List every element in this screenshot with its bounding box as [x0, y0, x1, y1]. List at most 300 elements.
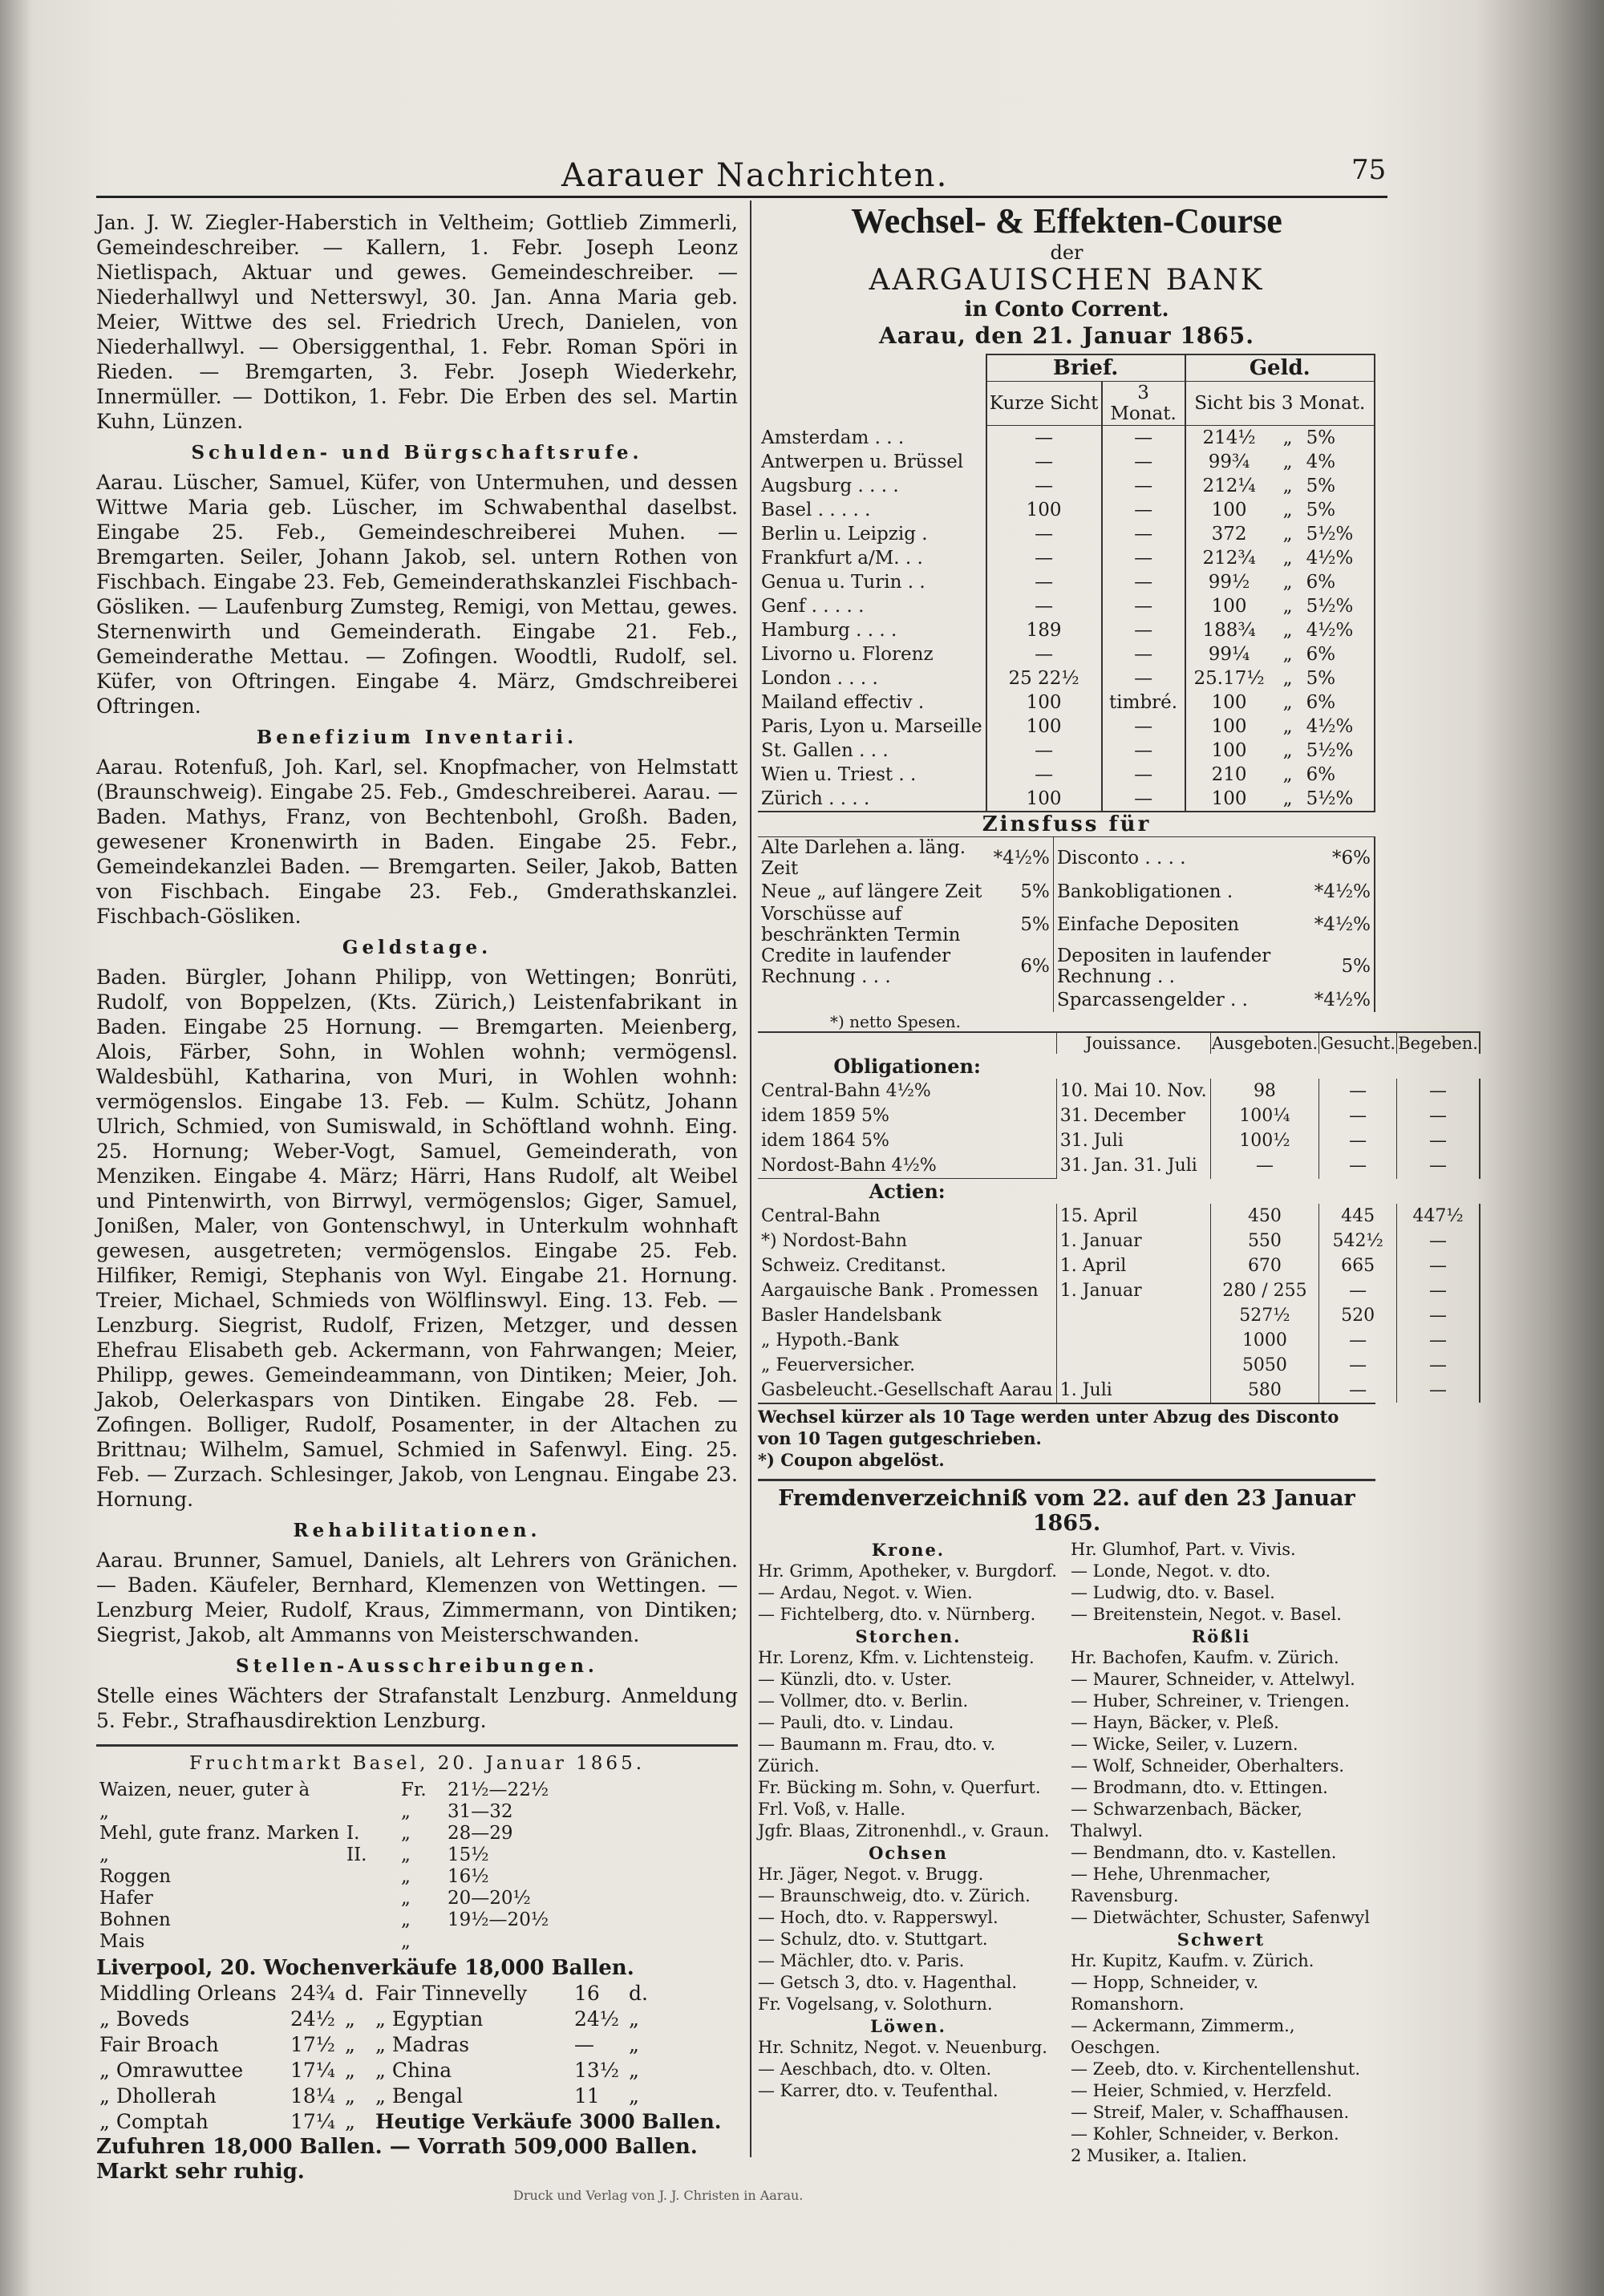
table-row — [758, 715, 1375, 739]
cotton-unit: d. — [629, 1982, 648, 2005]
grain-price: 16½ — [448, 1866, 489, 1887]
fx-geld-ditto: „ — [1282, 740, 1293, 761]
guest-entry: Frl. Voß, v. Halle. — [758, 1800, 906, 1819]
guest-entry: — Hopp, Schneider, v. Romanshorn. — [1071, 1973, 1259, 2014]
fx-geld-value: 99½ — [1185, 570, 1273, 594]
fx-geld-ditto: „ — [1282, 764, 1293, 785]
guest-entry: — Kohler, Schneider, v. Berkon. — [1071, 2124, 1339, 2144]
cotton-price: 17¼ — [290, 2110, 336, 2133]
security-begeben: — — [1397, 1378, 1480, 1403]
guest-entry: — Braunschweig, dto. v. Zürich. — [758, 1886, 1031, 1905]
fx-brief-kurz: — — [986, 594, 1102, 618]
table-row — [758, 426, 1375, 451]
fx-brief-kurz: — — [986, 522, 1102, 546]
security-jouissance — [1056, 1353, 1210, 1378]
table-row — [758, 546, 1375, 570]
guest-entry: — Dietwächter, Schuster, Safenwyl — [1071, 1908, 1370, 1927]
guest-entry: Hr. Glumhof, Part. v. Vivis. — [1071, 1540, 1296, 1559]
fx-geld-rate: 5% — [1303, 474, 1375, 498]
grain-name: Bohnen — [99, 1909, 171, 1930]
fx-geld-rate: 5½% — [1303, 787, 1375, 811]
guest-entry: Hr. Grimm, Apotheker, v. Burgdorf. — [758, 1561, 1057, 1581]
notices-benefizium: Aarau. Rotenfuß, Joh. Karl, sel. Knopfmacher, von Helmstatt (Braunschweig). Eingabe 25. Feb., Gmdeschreiberei. Aarau. — Baden. Mathys, Franz, von Bechtenbohl, Großh. Baden, gewesener Kronenwirth in Baden. Eingabe 25. Febr., Gemeindekanzlei Baden. — Bremgarten. Seiler, Jakob, Batten von Fischbach. Eingabe 23. Feb., Gmderathskanzlei. Fischbach-Gösliken. — [96, 755, 738, 928]
zins-rate: *4½% — [1311, 987, 1375, 1012]
guest-entry: — Schwarzenbach, Bäcker, Thalwyl. — [1071, 1800, 1302, 1840]
fx-place: Wien u. Triest . . — [761, 764, 917, 785]
security-gesucht: — — [1319, 1079, 1397, 1103]
guest-entry: Jgfr. Blaas, Zitronenhdl., v. Graun. — [758, 1821, 1050, 1840]
header-begeben: Begeben. — [1398, 1034, 1478, 1053]
table-row — [758, 522, 1375, 546]
security-name: *) Nordost-Bahn — [761, 1231, 908, 1251]
fx-geld-value: 212¼ — [1185, 474, 1273, 498]
fx-brief-3monat: — — [1102, 787, 1185, 811]
zins-label: Vorschüsse auf beschränkten Termin — [761, 904, 961, 946]
header-obligationen: Obligationen: — [833, 1055, 981, 1078]
fx-brief-kurz: — — [986, 450, 1102, 474]
header-jouissance: Jouissance. — [1056, 1032, 1210, 1054]
guest-entry: — Ardau, Negot. v. Wien. — [758, 1583, 973, 1602]
table-row — [758, 739, 1375, 763]
security-gesucht: — — [1319, 1328, 1397, 1353]
guest-entry: — Maurer, Schneider, v. Attelwyl. — [1071, 1670, 1355, 1689]
security-name: Aargauische Bank . Promessen — [761, 1281, 1039, 1301]
grain-grade — [343, 1780, 398, 1801]
security-jouissance: 15. April — [1056, 1204, 1210, 1229]
cotton-name: Fair Broach — [99, 2033, 219, 2056]
table-row — [758, 642, 1375, 666]
hotel-heading: Krone. — [871, 1540, 946, 1560]
grain-unit: Fr. — [401, 1780, 427, 1800]
grain-unit: „ — [401, 1888, 411, 1909]
fx-brief-kurz: — — [986, 739, 1102, 763]
fx-place: Berlin u. Leipzig . — [761, 524, 928, 545]
zins-label: Disconto . . . . — [1056, 848, 1186, 869]
zins-rate: 5% — [1311, 946, 1375, 987]
security-jouissance: 1. April — [1056, 1253, 1210, 1278]
table-row — [758, 787, 1375, 811]
fx-geld-ditto: „ — [1282, 788, 1293, 809]
security-ausgeboten: 1000 — [1210, 1328, 1319, 1353]
fx-geld-rate: 4% — [1303, 450, 1375, 474]
table-row — [96, 2058, 724, 2083]
fx-geld-ditto: „ — [1282, 596, 1293, 617]
hotel-heading: Storchen. — [855, 1626, 962, 1646]
grain-unit: „ — [401, 1844, 411, 1865]
guest-entry: — Wicke, Seiler, v. Luzern. — [1071, 1735, 1298, 1754]
zins-label: Bankobligationen . — [1056, 881, 1233, 902]
grain-name: „ — [99, 1844, 109, 1865]
table-row — [758, 1204, 1480, 1229]
grain-grade: I. — [346, 1823, 360, 1844]
fx-geld-rate: 5% — [1303, 666, 1375, 690]
header-zinsfuss: Zinsfuss für — [982, 812, 1152, 836]
security-name: „ Feuerversicher. — [761, 1355, 916, 1375]
imprint: Druck und Verlag von J. J. Christen in Aarau. — [513, 2188, 804, 2203]
table-row — [96, 1780, 552, 1801]
security-name: Basler Handelsbank — [761, 1306, 942, 1326]
page-number: 75 — [1351, 154, 1387, 186]
cotton-unit: d. — [345, 1982, 364, 2005]
security-name: idem 1864 5% — [761, 1131, 889, 1151]
fx-brief-3monat: — — [1102, 474, 1185, 498]
security-gesucht: — — [1319, 1353, 1397, 1378]
fx-place: Mailand effectiv . — [761, 692, 925, 713]
grain-name: Waizen, neuer, guter à — [99, 1780, 310, 1800]
table-row — [96, 2109, 724, 2135]
fx-geld-rate: 4½% — [1303, 618, 1375, 642]
fx-geld-value: 214½ — [1185, 426, 1273, 451]
guest-entry: 2 Musiker, a. Italien. — [1071, 2146, 1247, 2165]
grain-price: 28—29 — [448, 1823, 513, 1844]
grain-name: Hafer — [99, 1888, 153, 1909]
fx-brief-3monat: — — [1102, 570, 1185, 594]
grain-unit: „ — [401, 1823, 411, 1844]
guest-entry: — Bendmann, dto. v. Kastellen. — [1071, 1843, 1337, 1862]
guest-entry: — Londe, Negot. v. dto. — [1071, 1561, 1271, 1581]
grain-market-title: Fruchtmarkt Basel, 20. Januar 1865. — [188, 1753, 646, 1774]
fx-geld-rate: 6% — [1303, 763, 1375, 787]
fx-geld-value: 100 — [1185, 498, 1273, 522]
security-name: Central-Bahn 4½% — [761, 1081, 931, 1101]
zins-rate: *4½% — [1311, 904, 1375, 946]
heading-schulden: Schulden- und Bürgschaftsrufe. — [191, 442, 643, 464]
table-row — [758, 1128, 1480, 1153]
fx-place: Zürich . . . . — [761, 788, 870, 809]
guest-entry: — Brodmann, dto. v. Ettingen. — [1071, 1778, 1328, 1797]
header-sicht-bis: Sicht bis 3 Monat. — [1185, 382, 1375, 426]
fx-brief-kurz: — — [986, 642, 1102, 666]
notices-schulden: Aarau. Lüscher, Samuel, Küfer, von Untermuhen, und dessen Wittwe Maria geb. Lüscher, im Schwabenthal daselbst. Eingabe 25. Feb., Gemeindeschreiberei Muhen. — Bremgarten. Seiler, Johann Jakob, sel. untern Rothen von Fischbach. Eingabe 23. Feb, Gemeinderathskanzlei Fischbach-Gösliken. — Laufenburg Zumsteg, Remigi, von Mettau, gewes. Sternenwirth und Gemeinderath. Eingabe 21. Feb., Gemeinderathe Mettau. — Zofingen. Woodtli, Rudolf, sel. Küfer, von Oftringen. Eingabe 4. März, Gmdschreiberei Oftringen. — [96, 471, 738, 718]
security-gesucht: 445 — [1319, 1204, 1397, 1229]
fx-geld-value: 25.17½ — [1185, 666, 1273, 690]
security-gesucht: — — [1319, 1153, 1397, 1179]
security-name: Nordost-Bahn 4½% — [761, 1156, 937, 1176]
grain-price: 15½ — [448, 1844, 489, 1865]
security-begeben: — — [1397, 1229, 1480, 1253]
fx-geld-ditto: „ — [1282, 476, 1293, 496]
cotton-price: 11 — [574, 2084, 600, 2108]
fx-brief-3monat: — — [1102, 450, 1185, 474]
fx-geld-ditto: „ — [1282, 692, 1293, 713]
table-row — [96, 2083, 724, 2109]
table-row — [96, 1931, 552, 1953]
table-row — [96, 1844, 552, 1866]
running-head: Aarauer Nachrichten. — [561, 157, 949, 194]
table-row — [96, 1888, 552, 1909]
guest-entry: — Pauli, dto. v. Lindau. — [758, 1713, 954, 1732]
cotton-table — [96, 1981, 724, 2135]
fx-brief-3monat: — — [1102, 498, 1185, 522]
cotton-unit: „ — [629, 2084, 639, 2108]
exchange-rate-table — [758, 354, 1375, 811]
fx-geld-value: 100 — [1185, 690, 1273, 715]
security-ausgeboten: 527½ — [1210, 1303, 1319, 1328]
security-ausgeboten: — — [1210, 1153, 1319, 1179]
security-ausgeboten: 5050 — [1210, 1353, 1319, 1378]
fx-geld-value: 99¾ — [1185, 450, 1273, 474]
table-row — [758, 879, 1375, 904]
cotton-unit: „ — [629, 2059, 639, 2082]
grain-grade — [343, 1888, 398, 1909]
table-row — [758, 450, 1375, 474]
zins-rate — [990, 987, 1054, 1012]
table-row — [758, 1253, 1480, 1278]
security-begeben: 447½ — [1397, 1204, 1480, 1229]
guest-entry: — Ludwig, dto. v. Basel. — [1071, 1583, 1275, 1602]
cotton-price: 18¼ — [290, 2084, 336, 2108]
table-row — [758, 904, 1375, 946]
cotton-unit: „ — [345, 2033, 355, 2056]
cotton-name: Fair Tinnevelly — [375, 1982, 528, 2005]
hotel-heading: Rößli — [1191, 1626, 1251, 1646]
cotton-name: „ Madras — [375, 2033, 470, 2056]
zins-rate: 5% — [990, 904, 1054, 946]
grain-name: Roggen — [99, 1866, 172, 1887]
fx-brief-kurz: — — [986, 570, 1102, 594]
cotton-name: „ Boveds — [99, 2007, 190, 2031]
heading-rehabilitationen: Rehabilitationen. — [293, 1520, 541, 1541]
table-row — [758, 666, 1375, 690]
table-row — [96, 2032, 724, 2058]
column-divider — [750, 200, 751, 2157]
security-name: idem 1859 5% — [761, 1106, 889, 1126]
guest-entry: — Vollmer, dto. v. Berlin. — [758, 1691, 969, 1711]
zins-rate: 6% — [990, 946, 1054, 987]
table-row — [758, 946, 1375, 987]
fx-geld-ditto: „ — [1282, 644, 1293, 665]
table-row — [96, 2006, 724, 2032]
security-gesucht: 520 — [1319, 1303, 1397, 1328]
table-row — [758, 1378, 1480, 1403]
guest-column-1 — [758, 1539, 1059, 2102]
fx-geld-ditto: „ — [1282, 668, 1293, 689]
guest-entry: — Künzli, dto. v. Uster. — [758, 1670, 952, 1689]
grain-unit: „ — [401, 1866, 411, 1887]
heading-benefizium: Benefizium Inventarii. — [256, 727, 578, 748]
security-ausgeboten: 280 / 255 — [1210, 1278, 1319, 1303]
cotton-name: „ Egyptian — [375, 2007, 484, 2031]
fx-geld-ditto: „ — [1282, 500, 1293, 520]
security-jouissance: 31. Juli — [1056, 1128, 1210, 1153]
liverpool-heading: Liverpool, 20. Wochenverkäufe 18,000 Ballen. — [96, 1956, 634, 1980]
fx-geld-ditto: „ — [1282, 452, 1293, 472]
fx-brief-3monat: — — [1102, 546, 1185, 570]
guest-entry: — Hehe, Uhrenmacher, Ravensburg. — [1071, 1865, 1271, 1905]
security-jouissance — [1056, 1303, 1210, 1328]
notices-stellen: Stelle eines Wächters der Strafanstalt Lenzburg. Anmeldung 5. Febr., Strafhausdirektion Lenzburg. — [96, 1684, 738, 1732]
security-ausgeboten: 450 — [1210, 1204, 1319, 1229]
fx-brief-kurz: 100 — [986, 690, 1102, 715]
guest-entry: Hr. Kupitz, Kaufm. v. Zürich. — [1071, 1951, 1314, 1970]
grain-price: 31—32 — [448, 1801, 513, 1822]
fx-geld-ditto: „ — [1282, 524, 1293, 545]
fx-place: Amsterdam . . . — [761, 427, 905, 448]
guest-entry: — Karrer, dto. v. Teufenthal. — [758, 2081, 998, 2100]
header-brief: Brief. — [986, 354, 1185, 382]
grain-grade — [343, 1866, 398, 1888]
fx-brief-kurz: — — [986, 426, 1102, 451]
header-kurze-sicht: Kurze Sicht — [986, 382, 1102, 426]
bank-note-wechsel: Wechsel kürzer als 10 Tage werden unter Abzug des Disconto von 10 Tagen gutgeschrieben. — [758, 1403, 1375, 1449]
zins-label: Credite in laufender Rechnung . . . — [761, 946, 951, 987]
table-row — [758, 1328, 1480, 1353]
guest-register-title: Fremdenverzeichniß vom 22. auf den 23 Januar 1865. — [778, 1486, 1355, 1536]
securities-table — [758, 1031, 1480, 1403]
fx-brief-3monat: — — [1102, 666, 1185, 690]
fx-place: Hamburg . . . . — [761, 620, 897, 641]
cotton-name: „ Comptah — [99, 2110, 209, 2133]
security-ausgeboten: 100½ — [1210, 1128, 1319, 1153]
security-begeben: — — [1397, 1253, 1480, 1278]
guest-entry: — Streif, Maler, v. Schaffhausen. — [1071, 2103, 1350, 2122]
guest-entry: Fr. Vogelsang, v. Solothurn. — [758, 1994, 993, 2014]
fx-brief-3monat: — — [1102, 642, 1185, 666]
fx-geld-rate: 5½% — [1303, 522, 1375, 546]
cotton-price: 16 — [574, 1982, 600, 2005]
fx-brief-kurz: — — [986, 763, 1102, 787]
heading-stellen: Stellen-Ausschreibungen. — [236, 1655, 598, 1677]
fx-brief-3monat: — — [1102, 763, 1185, 787]
notices-rehabilitationen: Aarau. Brunner, Samuel, Daniels, alt Lehrers von Gränichen. — Baden. Käufeler, Bernhard, Klemenzen von Wettingen. — Lenzburg Meier, Rudolf, Kraus, Zimmermann, von Dintiken; Siegrist, Jakob, alt Ammanns von Meisterschwanden. — [96, 1549, 738, 1646]
security-jouissance: 1. Januar — [1056, 1229, 1210, 1253]
table-row — [758, 498, 1375, 522]
bank-subtitle: in Conto Corrent. — [964, 298, 1169, 322]
table-row — [758, 570, 1375, 594]
grain-grade: II. — [346, 1844, 367, 1865]
security-begeben: — — [1397, 1353, 1480, 1378]
guest-entry: — Mächler, dto. v. Paris. — [758, 1951, 965, 1970]
fx-geld-value: 100 — [1185, 594, 1273, 618]
fx-brief-3monat: — — [1102, 594, 1185, 618]
cotton-name: „ Omrawuttee — [99, 2059, 244, 2082]
table-row — [96, 1909, 552, 1931]
table-row — [758, 1103, 1480, 1128]
fx-brief-3monat: — — [1102, 426, 1185, 451]
fx-brief-kurz: 25 22½ — [986, 666, 1102, 690]
security-gesucht: — — [1319, 1278, 1397, 1303]
header-gesucht: Gesucht. — [1320, 1034, 1396, 1053]
cotton-unit: „ — [629, 2007, 639, 2031]
fx-geld-ditto: „ — [1282, 620, 1293, 641]
cotton-sales-today: Heutige Verkäufe 3000 Ballen. — [375, 2110, 722, 2133]
table-row — [758, 618, 1375, 642]
security-name: Gasbeleucht.-Gesellschaft Aarau — [761, 1380, 1053, 1400]
fx-brief-kurz: 189 — [986, 618, 1102, 642]
security-gesucht: — — [1319, 1128, 1397, 1153]
fx-place: Antwerpen u. Brüssel — [761, 452, 964, 472]
fx-geld-value: 100 — [1185, 787, 1273, 811]
guest-entry: Hr. Bachofen, Kaufm. v. Zürich. — [1071, 1648, 1339, 1667]
grain-price: 19½—20½ — [448, 1909, 549, 1930]
table-row — [758, 690, 1375, 715]
hotel-heading: Schwert — [1177, 1930, 1266, 1950]
fx-geld-rate: 5½% — [1303, 739, 1375, 763]
fx-brief-3monat: — — [1102, 522, 1185, 546]
guest-entry: Hr. Schnitz, Negot. v. Neuenburg. — [758, 2038, 1047, 2057]
cotton-supply: Zufuhren 18,000 Ballen. — Vorrath 509,000 Ballen. — [96, 2135, 698, 2159]
zins-label: Neue „ auf längere Zeit — [761, 881, 982, 902]
grain-unit: „ — [401, 1931, 411, 1952]
security-begeben: — — [1397, 1128, 1480, 1153]
zins-label: Depositen in laufender Rechnung . . — [1056, 946, 1271, 987]
zins-label: Alte Darlehen a. läng. Zeit — [761, 837, 966, 879]
fx-place: London . . . . — [761, 668, 878, 689]
grain-grade — [343, 1801, 398, 1823]
cotton-price: 24½ — [574, 2007, 620, 2031]
security-begeben: — — [1397, 1303, 1480, 1328]
security-name: „ Hypoth.-Bank — [761, 1330, 899, 1350]
cotton-price: — — [574, 2033, 594, 2056]
fx-place: Livorno u. Florenz — [761, 644, 934, 665]
zins-rate: *4½% — [990, 837, 1054, 880]
zins-label — [758, 987, 990, 1012]
market-status: Markt sehr ruhig. — [96, 2160, 305, 2184]
security-jouissance: 10. Mai 10. Nov. — [1056, 1079, 1210, 1103]
fx-geld-value: 100 — [1185, 715, 1273, 739]
fx-geld-rate: 4½% — [1303, 546, 1375, 570]
fx-geld-rate: 5½% — [1303, 594, 1375, 618]
guest-entry: — Getsch 3, dto. v. Hagenthal. — [758, 1973, 1018, 1992]
guest-entry: — Aeschbach, dto. v. Olten. — [758, 2059, 992, 2079]
table-row — [96, 1801, 552, 1823]
fx-place: Genua u. Turin . . — [761, 572, 926, 593]
security-jouissance: 1. Januar — [1056, 1278, 1210, 1303]
fx-geld-rate: 6% — [1303, 690, 1375, 715]
fx-geld-ditto: „ — [1282, 572, 1293, 593]
fx-place: Paris, Lyon u. Marseille — [761, 716, 982, 737]
zins-rate: 5% — [990, 879, 1054, 904]
fx-geld-rate: 5% — [1303, 426, 1375, 451]
table-row — [758, 474, 1375, 498]
grain-market — [96, 1744, 738, 2185]
grain-price: 20—20½ — [448, 1888, 531, 1909]
grain-name: Mais — [99, 1931, 145, 1952]
fx-geld-ditto: „ — [1282, 427, 1293, 448]
grain-table — [96, 1780, 552, 1953]
fx-place: Augsburg . . . . — [761, 476, 899, 496]
grain-grade — [343, 1909, 398, 1931]
security-begeben: — — [1397, 1328, 1480, 1353]
table-row — [758, 1153, 1480, 1179]
security-name: Schweiz. Creditanst. — [761, 1256, 946, 1276]
guest-entry: — Fichtelberg, dto. v. Nürnberg. — [758, 1605, 1036, 1624]
cotton-price: 17½ — [290, 2033, 336, 2056]
security-gesucht: 542½ — [1319, 1229, 1397, 1253]
notices-intro: Jan. J. W. Ziegler-Haberstich in Veltheim; Gottlieb Zimmerli, Gemeindeschreiber. — Kallern, 1. Febr. Joseph Leonz Nietlispach, Aktuar und gewes. Gemeindeschreiber. — Niederhallwyl und Netterswyl, 30. Jan. Anna Maria geb. Meier, Wittwe des sel. Friedrich Urech, Danielen, von Niederhallwyl. — Obersiggenthal, 1. Febr. Roman Spöri in Rieden. — Bremgarten, 3. Febr. Joseph Wiederkehr, Innermüller. — Dottikon, 1. Febr. Die Erben des sel. Martin Kuhn, Lünzen. — [96, 211, 738, 433]
fx-geld-rate: 4½% — [1303, 715, 1375, 739]
grain-grade — [343, 1931, 398, 1953]
cotton-name: „ Dhollerah — [99, 2084, 217, 2108]
grain-price: 21½—22½ — [448, 1780, 549, 1800]
guest-entry: — Schulz, dto. v. Stuttgart. — [758, 1930, 988, 1949]
bank-note-coupon: *) Coupon abgelöst. — [758, 1450, 945, 1470]
bank-name: AARGAUISCHEN BANK — [869, 264, 1265, 297]
fx-brief-3monat: — — [1102, 715, 1185, 739]
security-jouissance: 31. Jan. 31. Juli — [1056, 1153, 1210, 1179]
security-ausgeboten: 100¼ — [1210, 1103, 1319, 1128]
fx-brief-kurz: 100 — [986, 787, 1102, 811]
cotton-unit: „ — [345, 2084, 355, 2108]
cotton-price: 24¾ — [290, 1982, 336, 2005]
table-row — [758, 763, 1375, 787]
grain-unit: „ — [401, 1909, 411, 1930]
right-column — [758, 200, 1478, 2167]
fx-place: Genf . . . . . — [761, 596, 865, 617]
security-begeben: — — [1397, 1153, 1480, 1179]
fx-brief-kurz: — — [986, 546, 1102, 570]
notices-geldstage: Baden. Bürgler, Johann Philipp, von Wettingen; Bonrüti, Rudolf, von Boppelzen, (Kts. Zürich,) Leistenfabrikant in Baden. Eingabe 25 Hornung. — Bremgarten. Meienberg, Alois, Färber, Sohn, in Wohlen wohnh; vermögensl. Waldesbühl, Katharina, von Muri, in Wohlen wohnh: vermögenslos. Eingabe 13. Feb. — Kulm. Schütz, Johann Ulrich, Schmied, von Sumiswald, in Schöftland wohnh. Eing. 25. Hornung; Weber-Vogt, Samuel, Gemeinderath, von Menziken. Eingabe 4. März; Härri, Hans Rudolf, alt Weibel und Pintenwirth, von Birrwyl, vermögenslos; Giger, Samuel, Jonißen, Maler, von Gontenschwyl, in Unterkulm wohnhaft gewesen, ausgetreten; vermögenslos. Eingabe 25. Feb. Hilfiker, Remigi, Stephanis von Wyl. Eingabe 21. Hornung. Treier, Michael, Schmieds von Wölflinswyl. Eing. 13. Feb. — Lenzburg. Siegrist, Rudolf, Frizen, Metzger, und dessen Ehefrau Elisabeth geb. Ackermann, von Fahrwangen; Meier, Philipp, gewes. Gemeindeammann, von Dintiken; Meier, Joh. Jakob, Oelerkaspars von Dintiken. Eingabe 28. Feb. — Zofingen. Bolliger, Rudolf, Posamenter, in der Altachen zu Brittnau; Wilhelm, Samuel, Schmied in Safenwyl. Eing. 25. Feb. — Zurzach. Schlesinger, Jakob, von Lengnau. Eingabe 23. Hornung. — [96, 966, 738, 1511]
